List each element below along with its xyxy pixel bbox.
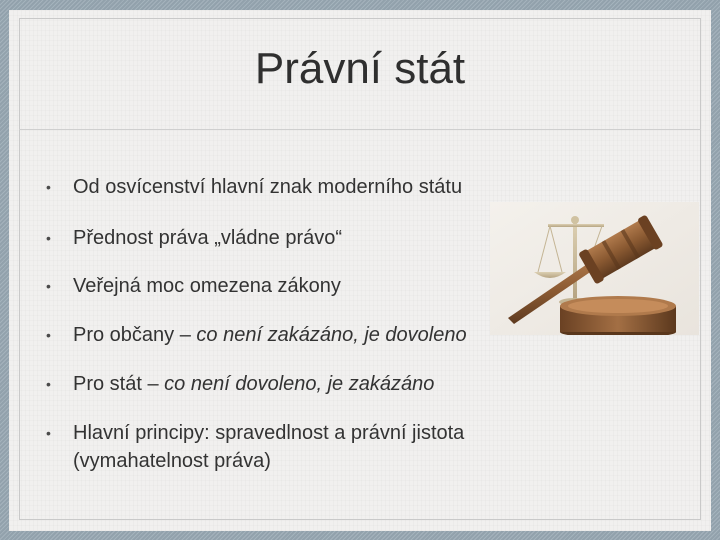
bullet-text-italic: co není dovoleno, je zakázáno (164, 373, 435, 395)
sound-block-icon (560, 296, 676, 335)
bullet-text: Od osvícenství hlavní znak moderního státu (73, 176, 463, 198)
gavel-and-scales-icon (490, 202, 699, 335)
bullet-text-italic: co není zakázáno, je dovoleno (196, 324, 467, 346)
slide-title: Právní stát (254, 44, 466, 93)
bullet-text: Přednost práva „vládne právo“ (73, 227, 343, 249)
bullet-dot: • (46, 230, 51, 246)
bullet-dot: • (46, 425, 51, 441)
bullet-dot: • (46, 179, 51, 195)
bullet-dot: • (46, 376, 51, 392)
bullet-text (73, 370, 573, 398)
bullet-text: Hlavní principy: spravedlnost a právní jistota (vymahatelnost práva) (73, 422, 465, 472)
bullet-text: Veřejná moc omezena zákony (73, 275, 341, 297)
bullet-dot: • (46, 278, 51, 294)
bullet-text-prefix: Pro občany – (73, 324, 197, 346)
bullet-text-prefix: Pro stát – (73, 373, 165, 395)
bullet-dot: • (46, 327, 51, 343)
slide (9, 10, 711, 531)
